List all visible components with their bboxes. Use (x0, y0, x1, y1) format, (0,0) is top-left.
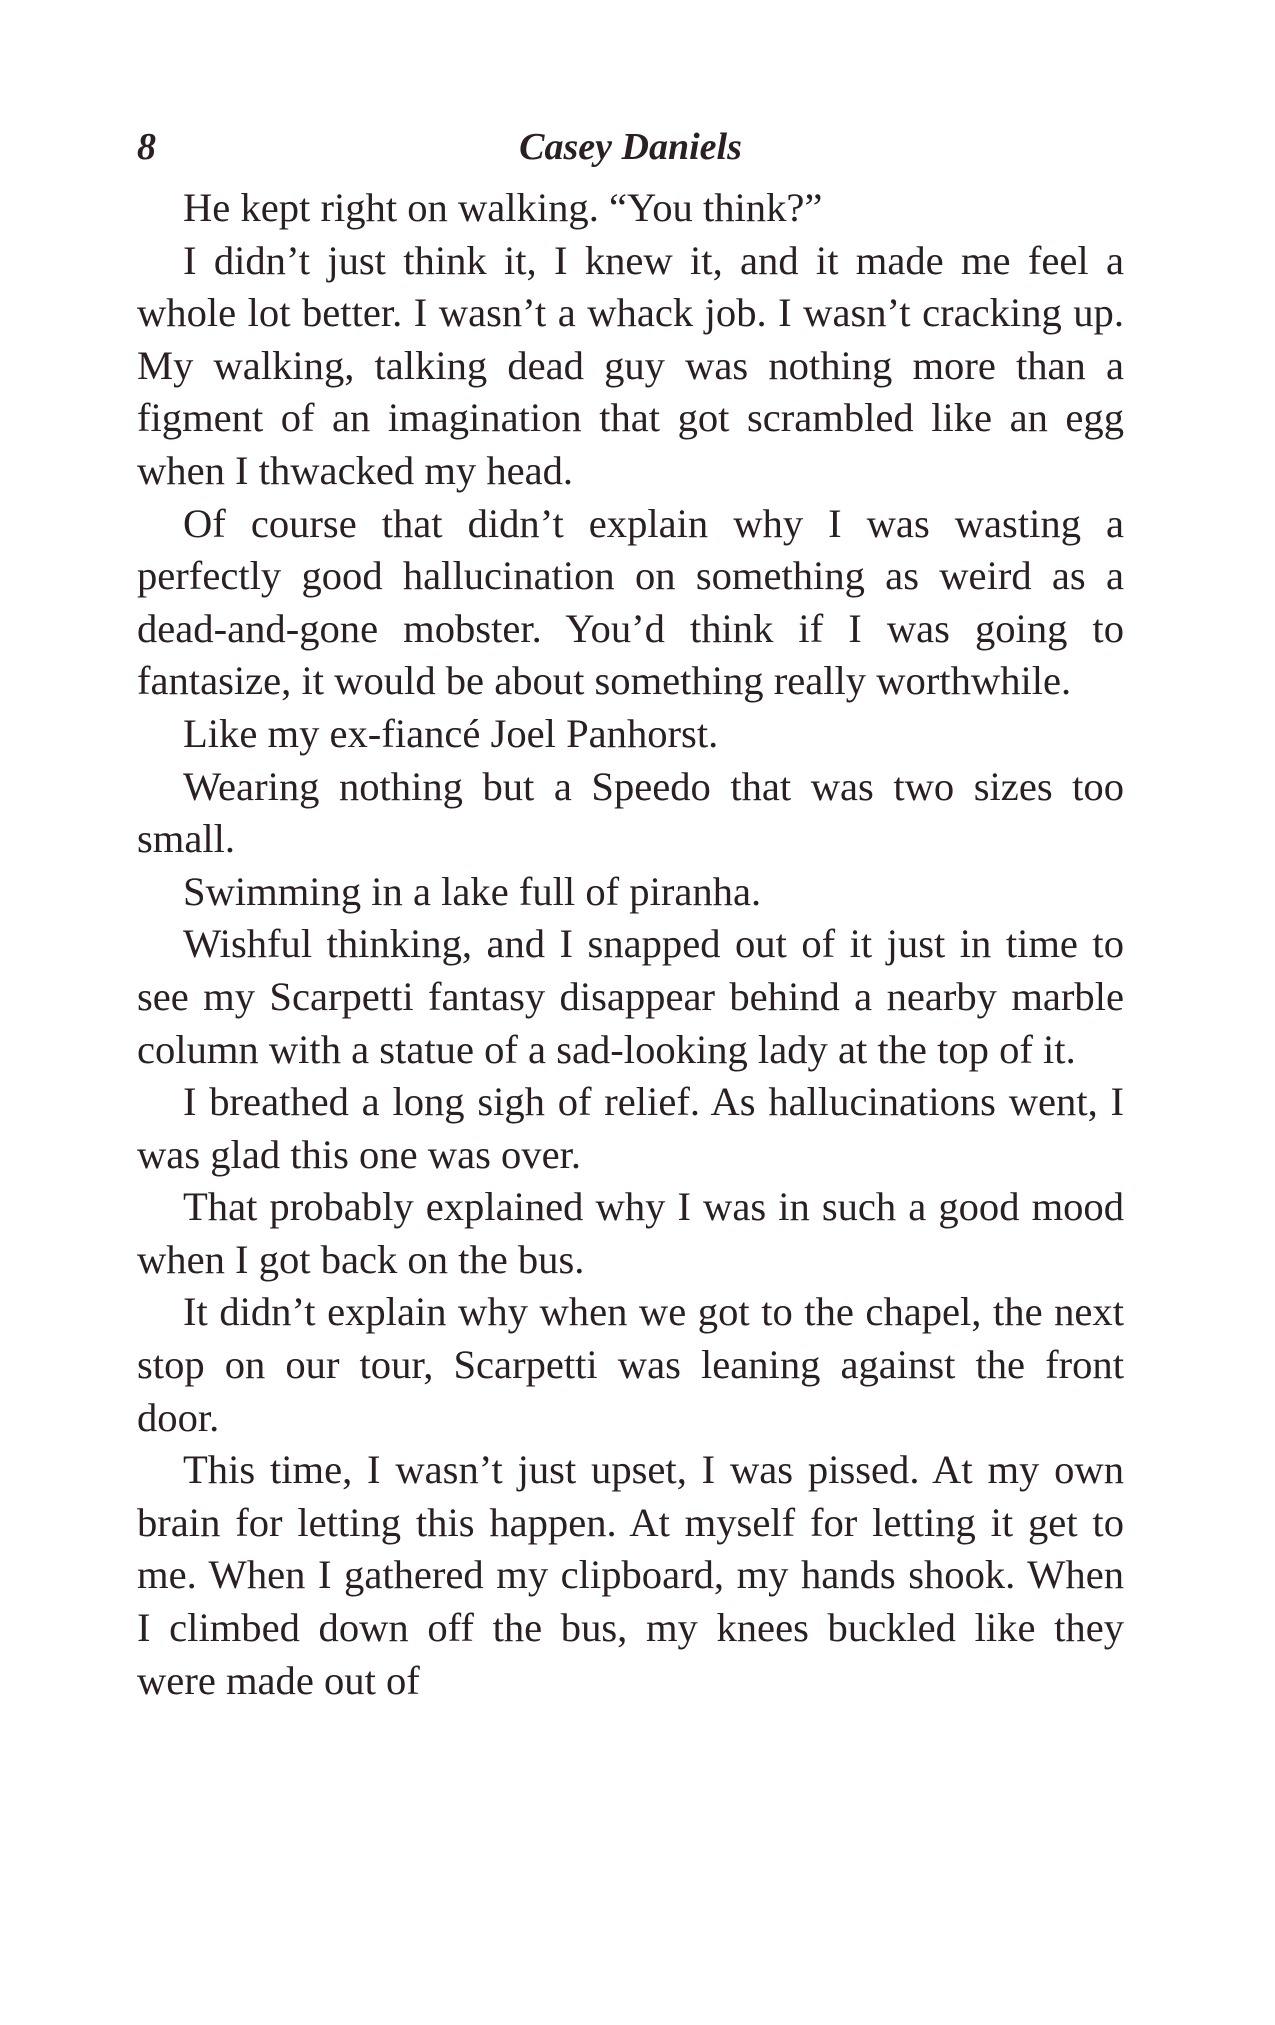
paragraph: I breathed a long sigh of relief. As hallucinations went, I was glad this one was over. (137, 1079, 1124, 1177)
page-number: 8 (137, 126, 156, 168)
paragraph: He kept right on walking. “You think?” (183, 185, 823, 230)
paragraph: Like my ex-fiancé Joel Panhorst. (183, 710, 719, 756)
paragraph: Of course that didn’t explain why I was wasting a perfectly good hallucination on something as weird as a dead-and-gone mobster. You’d think if I was going to fantasize, it would be about something really worthwhile. (137, 500, 1124, 704)
paragraph: This time, I wasn’t just upset, I was pissed. At my own brain for letting this happen. At myself for letting it get to me. When I gathered my clipboard, my hands shook. When I climbed down off the bus, my knees buckled like they were made out of (137, 1447, 1124, 1703)
paragraph: Wearing nothing but a Speedo that was two sizes too small. (137, 763, 1124, 862)
paragraph: Wishful thinking, and I snapped out of it just in time to see my Scarpetti fantasy disappear behind a nearby marble column with a statue of a sad-looking lady at the top of it. (137, 921, 1124, 1072)
paragraph: That probably explained why I was in such a good mood when I got back on the bus. (137, 1184, 1124, 1282)
book-page (137, 118, 1124, 1707)
paragraph: I didn’t just think it, I knew it, and it made me feel a whole lot better. I wasn’t a whack job. I wasn’t cracking up. My walking, talking dead guy was nothing more than a figment of an imagination that got scrambled like an egg when I thwacked my head. (137, 237, 1124, 493)
paragraph: It didn’t explain why when we got to the chapel, the next stop on our tour, Scarpetti was leaning against the front door. (137, 1289, 1124, 1440)
body-text (137, 182, 1124, 1707)
paragraph: Swimming in a lake full of piranha. (183, 868, 762, 914)
running-head (137, 118, 1124, 176)
running-head-title: Casey Daniels (519, 126, 742, 168)
